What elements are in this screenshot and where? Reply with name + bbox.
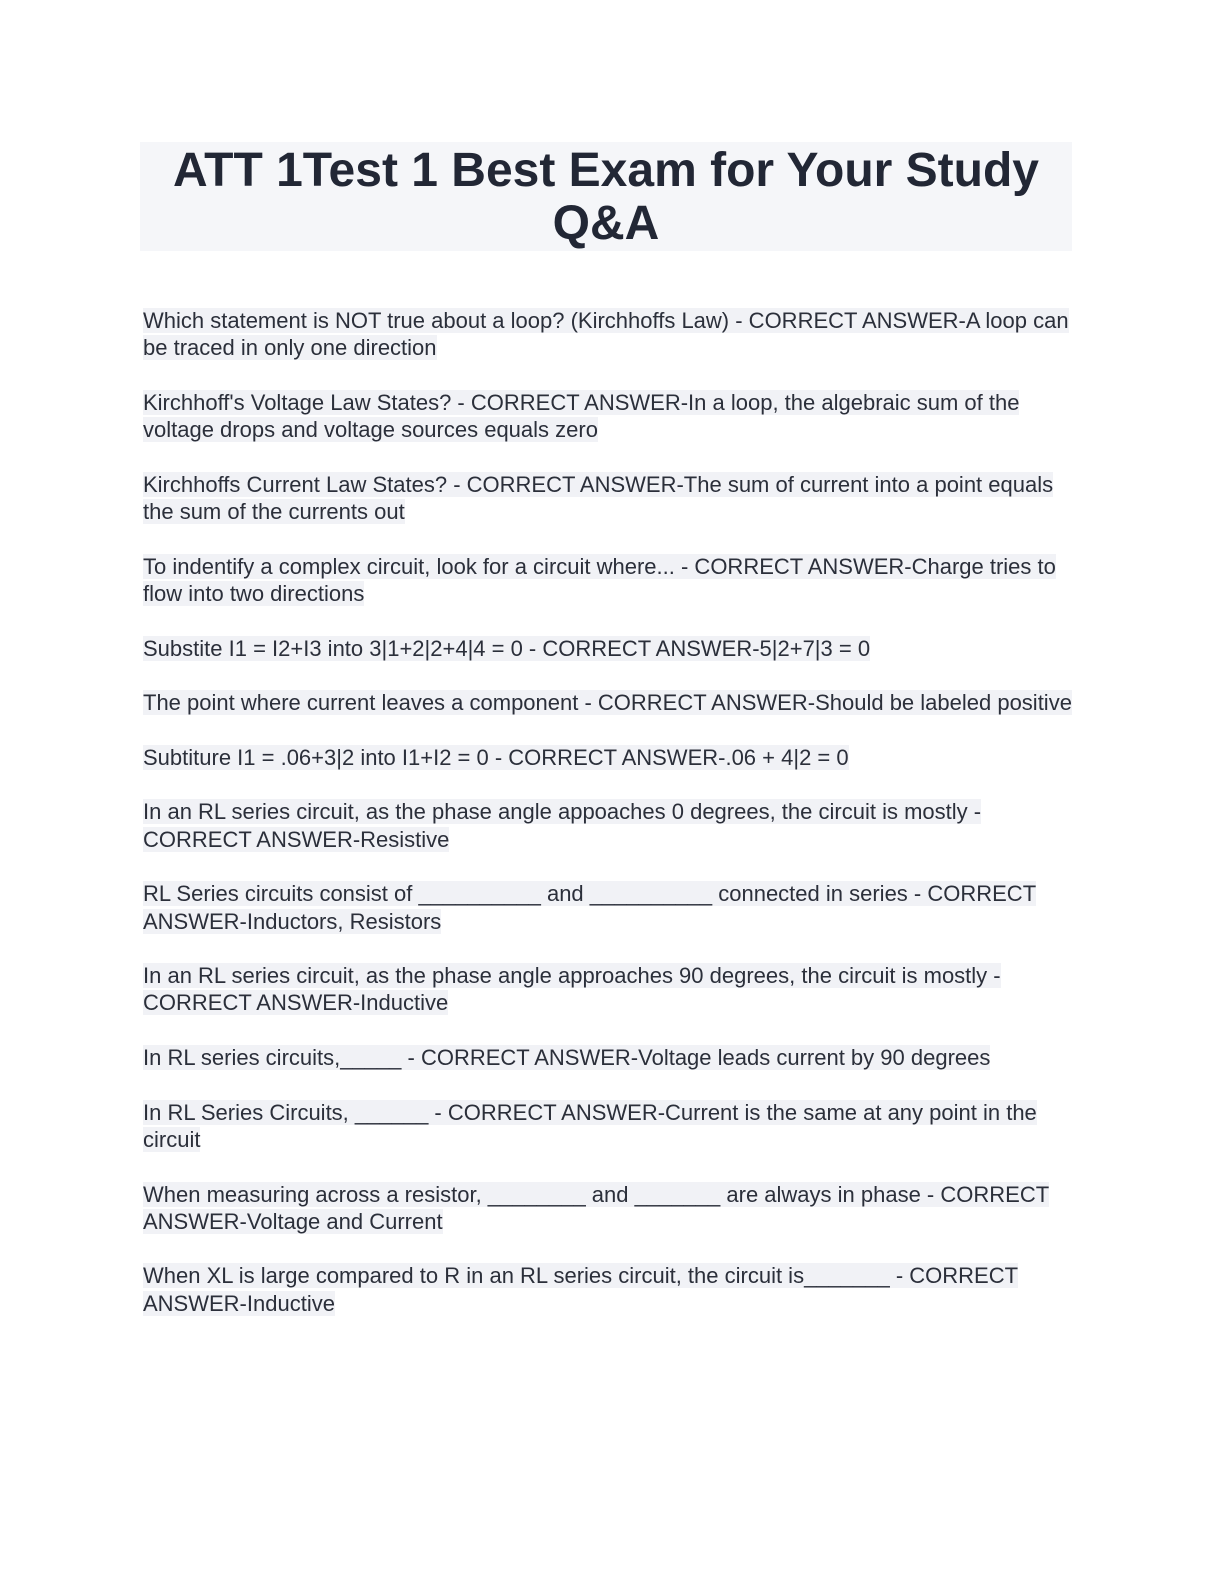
qa-item bbox=[143, 744, 1073, 771]
qa-item bbox=[143, 798, 1073, 853]
qa-item bbox=[143, 307, 1073, 362]
qa-item-text: When XL is large compared to R in an RL series circuit, the circuit is_______ - CORRECT ANSWER-Inductive bbox=[143, 1263, 1019, 1316]
qa-item bbox=[143, 962, 1073, 1017]
document-title: ATT 1Test 1 Best Exam for Your Study Q&A bbox=[173, 143, 1039, 250]
qa-item-text: In RL series circuits,_____ - CORRECT ANSWER-Voltage leads current by 90 degrees bbox=[143, 1045, 991, 1071]
qa-item-text: Which statement is NOT true about a loop? (Kirchhoffs Law) - CORRECT ANSWER-A loop can be traced in only one direction bbox=[143, 308, 1069, 361]
qa-item-text: Subtiture I1 = .06+3|2 into I1+I2 = 0 - CORRECT ANSWER-.06 + 4|2 = 0 bbox=[143, 744, 849, 770]
qa-item-text: Kirchhoffs Current Law States? - CORRECT ANSWER-The sum of current into a point equals the sum of the currents out bbox=[143, 471, 1054, 525]
title-banner bbox=[140, 142, 1072, 251]
qa-item-text: In RL Series Circuits, ______ - CORRECT ANSWER-Current is the same at any point in the circuit bbox=[143, 1099, 1037, 1152]
qa-item bbox=[143, 689, 1073, 716]
qa-item bbox=[143, 635, 1073, 662]
qa-item-text: To indentify a complex circuit, look for a circuit where... - CORRECT ANSWER-Charge tries to flow into two directions bbox=[143, 553, 1056, 606]
qa-item-text: Kirchhoff's Voltage Law States? - CORRECT ANSWER-In a loop, the algebraic sum of the voltage drops and voltage sources equals zero bbox=[143, 389, 1020, 443]
qa-item-text: In an RL series circuit, as the phase angle appoaches 0 degrees, the circuit is mostly - CORRECT ANSWER-Resistive bbox=[143, 799, 982, 852]
qa-item bbox=[143, 1044, 1073, 1071]
qa-item-text: RL Series circuits consist of __________ and __________ connected in series - CORRECT ANSWER-Inductors, Resistors bbox=[143, 881, 1037, 934]
qa-item bbox=[143, 389, 1073, 444]
qa-item bbox=[143, 1181, 1073, 1236]
qa-item bbox=[143, 1099, 1073, 1154]
qa-item-text: Substite I1 = I2+I3 into 3|1+2|2+4|4 = 0 - CORRECT ANSWER-5|2+7|3 = 0 bbox=[143, 635, 871, 661]
qa-item bbox=[143, 1262, 1073, 1317]
qa-item-text: In an RL series circuit, as the phase angle approaches 90 degrees, the circuit is mostly - CORRECT ANSWER-Inductive bbox=[143, 963, 1001, 1016]
qa-list bbox=[143, 307, 1073, 1344]
qa-item bbox=[143, 880, 1073, 935]
qa-item-text: When measuring across a resistor, ________ and _______ are always in phase - CORRECT ANSWER-Voltage and Current bbox=[143, 1181, 1050, 1234]
qa-item bbox=[143, 471, 1073, 526]
qa-item bbox=[143, 553, 1073, 608]
qa-item-text: The point where current leaves a component - CORRECT ANSWER-Should be labeled positive bbox=[143, 690, 1072, 716]
